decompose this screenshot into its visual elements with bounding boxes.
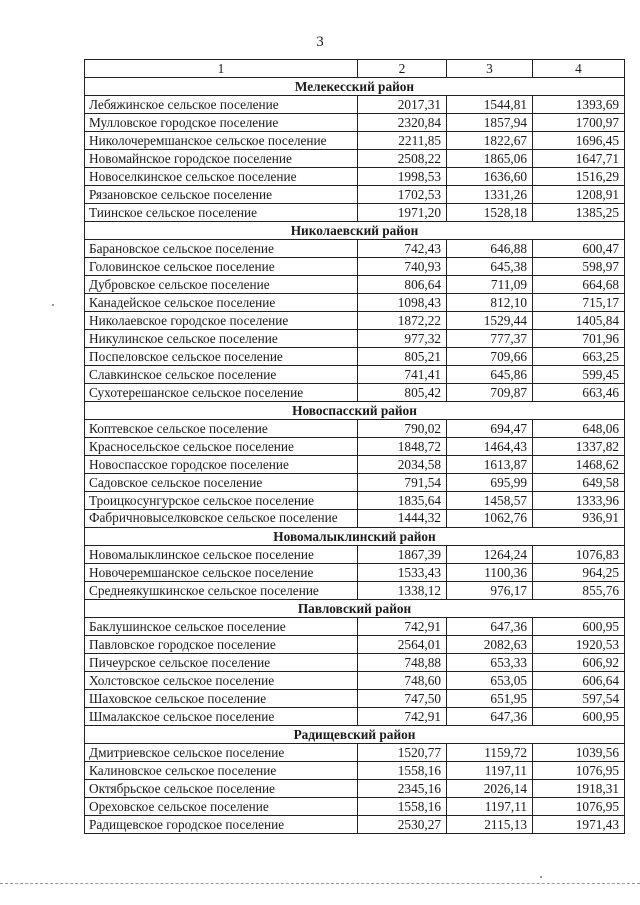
value-col-2: 1702,53 (358, 186, 447, 204)
value-col-2: 748,60 (358, 672, 447, 690)
settlement-name: Славкинское сельское поселение (85, 366, 358, 384)
table-row (85, 744, 625, 762)
table-row (85, 618, 625, 636)
value-col-3: 653,05 (447, 672, 533, 690)
settlement-name: Лебяжинское сельское поселение (85, 96, 358, 114)
page-number: 3 (316, 34, 324, 50)
settlement-name: Ореховское сельское поселение (85, 798, 358, 816)
table-row (85, 762, 625, 780)
value-col-4: 1337,82 (533, 438, 625, 456)
settlement-name: Шмалакское сельское поселение (85, 708, 358, 726)
settlement-name: Тиинское сельское поселение (85, 204, 358, 222)
value-col-3: 1331,26 (447, 186, 533, 204)
value-col-4: 1405,84 (533, 312, 625, 330)
value-col-3: 709,87 (447, 384, 533, 402)
column-header-3: 3 (447, 60, 533, 78)
district-name: Новомалыклинский район (85, 528, 625, 546)
value-col-4: 1696,45 (533, 132, 625, 150)
table-row (85, 114, 625, 132)
settlement-name: Новомайнское городское поселение (85, 150, 358, 168)
table-row (85, 132, 625, 150)
district-name: Радищевский район (85, 726, 625, 744)
value-col-2: 747,50 (358, 690, 447, 708)
table-row (85, 330, 625, 348)
value-col-3: 1822,67 (447, 132, 533, 150)
value-col-2: 741,41 (358, 366, 447, 384)
value-col-4: 1076,95 (533, 798, 625, 816)
value-col-4: 1918,31 (533, 780, 625, 798)
district-header-row (85, 78, 625, 96)
value-col-4: 606,92 (533, 654, 625, 672)
settlement-name: Холстовское сельское поселение (85, 672, 358, 690)
table-row (85, 798, 625, 816)
value-col-3: 709,66 (447, 348, 533, 366)
district-name: Николаевский район (85, 222, 625, 240)
district-name: Павловский район (85, 600, 625, 618)
scan-speck (52, 304, 54, 306)
column-header-4: 4 (533, 60, 625, 78)
column-header-1: 1 (85, 60, 358, 78)
value-col-2: 742,43 (358, 240, 447, 258)
table-row (85, 708, 625, 726)
district-name: Новоспасский район (85, 402, 625, 420)
table-row (85, 150, 625, 168)
settlement-name: Николочеремшанское сельское поселение (85, 132, 358, 150)
table-row (85, 186, 625, 204)
table-row (85, 492, 625, 510)
value-col-3: 2026,14 (447, 780, 533, 798)
table-row (85, 564, 625, 582)
settlement-name: Поспеловское сельское поселение (85, 348, 358, 366)
value-col-4: 663,46 (533, 384, 625, 402)
value-col-3: 812,10 (447, 294, 533, 312)
table-row (85, 312, 625, 330)
district-header-row (85, 402, 625, 420)
table-row (85, 654, 625, 672)
table-row (85, 546, 625, 564)
value-col-2: 748,88 (358, 654, 447, 672)
district-header-row (85, 726, 625, 744)
value-col-4: 1333,96 (533, 492, 625, 510)
value-col-4: 1208,91 (533, 186, 625, 204)
value-col-2: 742,91 (358, 708, 447, 726)
value-col-3: 694,47 (447, 420, 533, 438)
table-row (85, 258, 625, 276)
value-col-3: 1636,60 (447, 168, 533, 186)
value-col-3: 1528,18 (447, 204, 533, 222)
value-col-3: 651,95 (447, 690, 533, 708)
value-col-3: 1264,24 (447, 546, 533, 564)
settlement-name: Среднеякушкинское сельское поселение (85, 582, 358, 600)
value-col-2: 2211,85 (358, 132, 447, 150)
value-col-3: 777,37 (447, 330, 533, 348)
settlement-name: Октябрьское сельское поселение (85, 780, 358, 798)
settlement-name: Красносельское сельское поселение (85, 438, 358, 456)
settlement-name: Коптевское сельское поселение (85, 420, 358, 438)
value-col-4: 600,47 (533, 240, 625, 258)
settlement-name: Дмитриевское сельское поселение (85, 744, 358, 762)
settlement-name: Павловское городское поселение (85, 636, 358, 654)
table-row (85, 474, 625, 492)
value-col-4: 1516,29 (533, 168, 625, 186)
settlement-name: Новоспасское городское поселение (85, 456, 358, 474)
value-col-3: 1529,44 (447, 312, 533, 330)
value-col-4: 597,54 (533, 690, 625, 708)
value-col-2: 740,93 (358, 258, 447, 276)
page-bottom-edge (0, 883, 640, 884)
value-col-2: 1848,72 (358, 438, 447, 456)
district-header-row (85, 600, 625, 618)
column-number-header (85, 60, 625, 78)
value-col-4: 936,91 (533, 510, 625, 528)
table-row (85, 582, 625, 600)
value-col-3: 1613,87 (447, 456, 533, 474)
value-col-2: 1444,32 (358, 510, 447, 528)
value-col-2: 1867,39 (358, 546, 447, 564)
value-col-3: 2082,63 (447, 636, 533, 654)
value-col-2: 791,54 (358, 474, 447, 492)
table-row (85, 636, 625, 654)
table-row (85, 456, 625, 474)
value-col-3: 645,86 (447, 366, 533, 384)
value-col-2: 1520,77 (358, 744, 447, 762)
settlement-name: Канадейское сельское поселение (85, 294, 358, 312)
value-col-4: 600,95 (533, 708, 625, 726)
table-row (85, 294, 625, 312)
table-body (85, 60, 625, 834)
value-col-3: 646,88 (447, 240, 533, 258)
value-col-4: 1647,71 (533, 150, 625, 168)
table-row (85, 420, 625, 438)
value-col-3: 1159,72 (447, 744, 533, 762)
value-col-3: 1100,36 (447, 564, 533, 582)
value-col-3: 653,33 (447, 654, 533, 672)
column-header-2: 2 (358, 60, 447, 78)
value-col-2: 2017,31 (358, 96, 447, 114)
settlement-name: Николаевское городское поселение (85, 312, 358, 330)
value-col-3: 645,38 (447, 258, 533, 276)
value-col-4: 606,64 (533, 672, 625, 690)
value-col-4: 1920,53 (533, 636, 625, 654)
value-col-4: 1039,56 (533, 744, 625, 762)
value-col-3: 1458,57 (447, 492, 533, 510)
district-name: Мелекесский район (85, 78, 625, 96)
settlement-name: Новоселкинское сельское поселение (85, 168, 358, 186)
table-row (85, 204, 625, 222)
settlement-name: Мулловское городское поселение (85, 114, 358, 132)
value-col-4: 598,97 (533, 258, 625, 276)
value-col-3: 695,99 (447, 474, 533, 492)
table-row (85, 366, 625, 384)
value-col-2: 805,21 (358, 348, 447, 366)
value-col-4: 649,58 (533, 474, 625, 492)
settlement-name: Сухотерешанское сельское поселение (85, 384, 358, 402)
table-row (85, 276, 625, 294)
value-col-2: 1872,22 (358, 312, 447, 330)
table-row (85, 96, 625, 114)
settlement-name: Пичеурское сельское поселение (85, 654, 358, 672)
settlement-name: Радищевское городское поселение (85, 816, 358, 834)
value-col-2: 2320,84 (358, 114, 447, 132)
value-col-2: 805,42 (358, 384, 447, 402)
table-row (85, 384, 625, 402)
value-col-2: 2345,16 (358, 780, 447, 798)
value-col-4: 664,68 (533, 276, 625, 294)
tariff-table (84, 59, 625, 834)
district-header-row (85, 222, 625, 240)
value-col-4: 1971,43 (533, 816, 625, 834)
value-col-2: 1971,20 (358, 204, 447, 222)
value-col-2: 1533,43 (358, 564, 447, 582)
value-col-2: 1098,43 (358, 294, 447, 312)
settlement-name: Головинское сельское поселение (85, 258, 358, 276)
value-col-4: 1700,97 (533, 114, 625, 132)
table-row (85, 690, 625, 708)
value-col-4: 1393,69 (533, 96, 625, 114)
table-row (85, 780, 625, 798)
value-col-2: 790,02 (358, 420, 447, 438)
settlement-name: Рязановское сельское поселение (85, 186, 358, 204)
value-col-3: 1197,11 (447, 762, 533, 780)
value-col-4: 855,76 (533, 582, 625, 600)
table-row (85, 168, 625, 186)
value-col-2: 2530,27 (358, 816, 447, 834)
value-col-4: 715,17 (533, 294, 625, 312)
table-row (85, 816, 625, 834)
value-col-2: 742,91 (358, 618, 447, 636)
settlement-name: Баклушинское сельское поселение (85, 618, 358, 636)
value-col-4: 964,25 (533, 564, 625, 582)
value-col-4: 663,25 (533, 348, 625, 366)
table-row (85, 240, 625, 258)
value-col-2: 2564,01 (358, 636, 447, 654)
value-col-4: 599,45 (533, 366, 625, 384)
value-col-4: 1385,25 (533, 204, 625, 222)
value-col-4: 600,95 (533, 618, 625, 636)
value-col-4: 1076,83 (533, 546, 625, 564)
value-col-3: 711,09 (447, 276, 533, 294)
settlement-name: Фабричновыселковское сельское поселение (85, 510, 358, 528)
table-row (85, 438, 625, 456)
value-col-2: 1338,12 (358, 582, 447, 600)
value-col-4: 648,06 (533, 420, 625, 438)
value-col-4: 701,96 (533, 330, 625, 348)
value-col-3: 1857,94 (447, 114, 533, 132)
table-row (85, 672, 625, 690)
value-col-3: 1544,81 (447, 96, 533, 114)
value-col-2: 2034,58 (358, 456, 447, 474)
value-col-2: 1558,16 (358, 762, 447, 780)
value-col-2: 977,32 (358, 330, 447, 348)
value-col-3: 1865,06 (447, 150, 533, 168)
settlement-name: Троицкосунгурское сельское поселение (85, 492, 358, 510)
scan-speck (540, 876, 542, 878)
value-col-3: 647,36 (447, 708, 533, 726)
value-col-2: 2508,22 (358, 150, 447, 168)
value-col-4: 1468,62 (533, 456, 625, 474)
district-header-row (85, 528, 625, 546)
settlement-name: Никулинское сельское поселение (85, 330, 358, 348)
settlement-name: Шаховское сельское поселение (85, 690, 358, 708)
settlement-name: Садовское сельское поселение (85, 474, 358, 492)
value-col-2: 1558,16 (358, 798, 447, 816)
table-row (85, 510, 625, 528)
value-col-3: 1062,76 (447, 510, 533, 528)
settlement-name: Калиновское сельское поселение (85, 762, 358, 780)
value-col-2: 1998,53 (358, 168, 447, 186)
value-col-4: 1076,95 (533, 762, 625, 780)
table-row (85, 348, 625, 366)
value-col-3: 976,17 (447, 582, 533, 600)
settlement-name: Новочеремшанское сельское поселение (85, 564, 358, 582)
value-col-2: 806,64 (358, 276, 447, 294)
value-col-3: 1197,11 (447, 798, 533, 816)
settlement-name: Дубровское сельское поселение (85, 276, 358, 294)
value-col-3: 647,36 (447, 618, 533, 636)
settlement-name: Новомалыклинское сельское поселение (85, 546, 358, 564)
value-col-2: 1835,64 (358, 492, 447, 510)
value-col-3: 2115,13 (447, 816, 533, 834)
settlement-name: Барановское сельское поселение (85, 240, 358, 258)
value-col-3: 1464,43 (447, 438, 533, 456)
